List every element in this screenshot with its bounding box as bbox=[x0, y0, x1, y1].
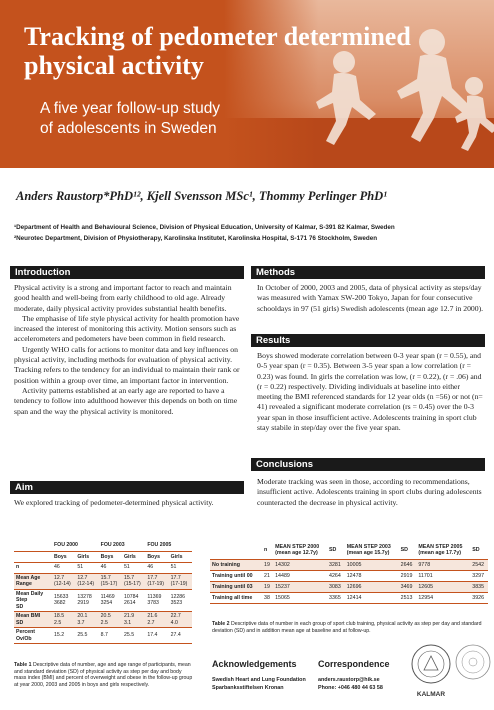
table-row-label: Training until 00 bbox=[210, 570, 262, 581]
intro-paragraph: Physical activity is a strong and important factor to reach and maintain good health and well-being from early childhood to old age. Already moderate, daily physical activity provides substantial health benefits. bbox=[14, 283, 232, 313]
ack-line: Swedish Heart and Lung Foundation bbox=[212, 677, 306, 683]
table-cell: 10784 2614 bbox=[122, 589, 145, 612]
table-row bbox=[210, 581, 488, 592]
introduction-heading: Introduction bbox=[10, 266, 244, 279]
table-column-header: SD bbox=[327, 541, 345, 559]
table-cell: 51 bbox=[169, 562, 192, 573]
table-2 bbox=[210, 541, 488, 604]
conclusions-paragraph: Moderate tracking was seen in those, according to recommendations, insufficient active. Adolescents training in sport clubs during adolescents counteracted the decrease in physical activity. bbox=[257, 477, 482, 507]
table-cell: 19 bbox=[262, 581, 273, 592]
table-row bbox=[14, 562, 192, 573]
table-row-label: Mean Daily Step SD bbox=[14, 589, 52, 612]
table-row-label: Training all time bbox=[210, 592, 262, 603]
table-column-header: MEAN STEP 2005 (mean age 17.7y) bbox=[416, 541, 470, 559]
results-text bbox=[257, 351, 485, 433]
table-cell: 25.5 bbox=[122, 628, 145, 644]
table-cell: 2919 bbox=[399, 570, 417, 581]
table-cell: 12.7 (12-14) bbox=[75, 573, 98, 589]
table-subheader: Boys bbox=[99, 551, 122, 562]
table-cell: 15.7 (15-17) bbox=[99, 573, 122, 589]
table-cell: 25.5 bbox=[75, 628, 98, 644]
table-cell: 3926 bbox=[470, 592, 488, 603]
table-column-header bbox=[210, 541, 262, 559]
table-cell: 46 bbox=[99, 562, 122, 573]
table-row bbox=[14, 628, 192, 644]
seal-label: KALMAR bbox=[416, 691, 446, 698]
results-paragraph: Boys showed moderate correlation between 0-3 year span (r = 0.55), and 0-5 year span (r = 0.35). Between 3-5 year span a low correlation (r = 0.23) was found. In girls the correlation was low, (r = 0.22), (r = .06) and (r = 0.22) respectively. Dividing individuals at baseline into either meeting the BMI referenced standards for 12 year olds (n =56) or not (n= 41) revealed a significant moderate correlation (rs = 0.45) over the 0-3 year span in those insufficient active. Adolescents training in sport club stay stabile in step/day over the five year span. bbox=[257, 351, 483, 433]
table-cell: 3365 bbox=[327, 592, 345, 603]
table-cell: 17.7 (17-19) bbox=[145, 573, 168, 589]
table-1-body bbox=[14, 562, 192, 644]
table-cell: 4264 bbox=[327, 570, 345, 581]
correspondence-text bbox=[318, 676, 383, 692]
table-column-header: SD bbox=[470, 541, 488, 559]
caption-text: Descriptive data of number, age and age range of participants, mean and standard deviation (SD) of physical activity as step per day and body mass index (BMI) and percent of overweight and obese in the follow-up group at year 2000, 2003 and 2005 in boys and girls respectively. bbox=[14, 662, 193, 688]
table-column-header: n bbox=[262, 541, 273, 559]
title-line-1: Tracking of pedometer determined bbox=[24, 22, 411, 51]
table-cell: 8.7 bbox=[99, 628, 122, 644]
correspondence-heading: Correspondence bbox=[318, 659, 390, 669]
table-cell: 12286 3523 bbox=[169, 589, 192, 612]
methods-heading: Methods bbox=[251, 266, 485, 279]
table-cell: 2513 bbox=[399, 592, 417, 603]
table-cell: 21.6 2.7 bbox=[145, 612, 168, 628]
table-cell: 51 bbox=[75, 562, 98, 573]
table-group-header: FOU 2005 bbox=[145, 540, 192, 551]
table-row-label: Percent Ov/Ob bbox=[14, 628, 52, 644]
table-cell: 15.2 bbox=[52, 628, 75, 644]
table-cell: 3297 bbox=[470, 570, 488, 581]
table-cell: 38 bbox=[262, 592, 273, 603]
introduction-text bbox=[14, 283, 240, 417]
table-cell: 21 bbox=[262, 570, 273, 581]
institute-seal-icon bbox=[454, 636, 492, 688]
table-column-header: MEAN STEP 2003 (mean age 15.7y) bbox=[345, 541, 399, 559]
table-cell: 11701 bbox=[416, 570, 470, 581]
table-row-label: Mean BMI SD bbox=[14, 612, 52, 628]
intro-paragraph: Activity patterns established at an early age are reported to have a tendency to follow into adulthood however this depends on both on time span and the way the physical activity is monitored. bbox=[14, 385, 238, 416]
table-cell: 15633 3682 bbox=[52, 589, 75, 612]
table-cell: 46 bbox=[52, 562, 75, 573]
caption-label: Table 2 bbox=[212, 621, 230, 627]
aim-heading: Aim bbox=[10, 481, 244, 494]
table-cell: 2646 bbox=[399, 559, 417, 570]
table-cell: 12.7 (12-14) bbox=[52, 573, 75, 589]
methods-text bbox=[257, 283, 485, 314]
acknowledgements-text bbox=[212, 676, 306, 692]
poster-title bbox=[24, 22, 494, 80]
table-row-label: No training bbox=[210, 559, 262, 570]
table-cell: 10005 bbox=[345, 559, 399, 570]
subtitle-line-2: of adolescents in Sweden bbox=[40, 120, 217, 137]
caption-text: Descriptive data of number in each group of sport club training, physical activity as step per day and standard deviation (SD) and in addition mean age at baseline and at follow-up. bbox=[212, 621, 482, 634]
conclusions-heading: Conclusions bbox=[251, 458, 485, 471]
table-row bbox=[14, 573, 192, 589]
table-cell: 20.1 3.7 bbox=[75, 612, 98, 628]
table-cell: 27.4 bbox=[169, 628, 192, 644]
table-cell: 19 bbox=[262, 559, 273, 570]
table-cell: 12605 bbox=[416, 581, 470, 592]
table-row bbox=[14, 612, 192, 628]
table-cell: 12478 bbox=[345, 570, 399, 581]
table-row bbox=[210, 559, 488, 570]
university-seal-icon bbox=[410, 640, 452, 702]
table-row bbox=[14, 589, 192, 612]
table-cell: 20.5 2.5 bbox=[99, 612, 122, 628]
table-cell: 14302 bbox=[273, 559, 327, 570]
affiliation-2: ²Neurotec Department, Division of Physiotherapy, Karolinska Institutet, Karolinska Hospital, S-171 76 Stockholm, Sweden bbox=[14, 235, 378, 242]
table-cell: 11369 3783 bbox=[145, 589, 168, 612]
table-column-header: MEAN STEP 2000 (mean age 12.7y) bbox=[273, 541, 327, 559]
intro-paragraph: The emphasise of life style physical activity for health promotion have increased the interest of monitoring this activity. Motion sensors such as accelerometers and pedometers have been common in field research. bbox=[14, 313, 240, 344]
methods-paragraph: In October of 2000, 2003 and 2005, data of physical activity as steps/day was measured with Yamax SW-200 Tokyo, Japan for four consecutive schooldays in 97 (51 girls) Swedish adolescents (mean age 12.7 in 2000). bbox=[257, 283, 484, 313]
table-cell: 17.7 (17-19) bbox=[169, 573, 192, 589]
table-cell: 3083 bbox=[327, 581, 345, 592]
table-row bbox=[14, 540, 192, 551]
intro-paragraph: Urgently WHO calls for actions to monitor data and key influences on physical activity, including methods for evaluation of physical activity. Tracking refers to the tendency for an individual to maintain their rank or position within a group over time, an important factor in intervention. bbox=[14, 344, 240, 385]
table-cell: 22.7 4.0 bbox=[169, 612, 192, 628]
table-column-header: SD bbox=[399, 541, 417, 559]
title-line-2: physical activity bbox=[24, 51, 204, 80]
table-cell: 3469 bbox=[399, 581, 417, 592]
table-row bbox=[210, 570, 488, 581]
table-cell: 14489 bbox=[273, 570, 327, 581]
table-cell: 12954 bbox=[416, 592, 470, 603]
aim-paragraph: We explored tracking of pedometer-determined physical activity. bbox=[14, 498, 214, 507]
affiliation-1: ¹Department of Health and Behavioural Science, Division of Physical Education, University of Kalmar, S-391 82 Kalmar, Sweden bbox=[14, 224, 395, 231]
table-group-header: FOU 2003 bbox=[99, 540, 146, 551]
table-1-caption bbox=[14, 662, 194, 688]
subtitle-line-1: A five year follow-up study bbox=[40, 100, 221, 117]
table-subheader: Girls bbox=[169, 551, 192, 562]
correspondence-phone: Phone: +046 480 44 63 58 bbox=[318, 685, 383, 691]
table-cell: 3835 bbox=[470, 581, 488, 592]
table-1 bbox=[14, 540, 192, 644]
table-subheader: Girls bbox=[75, 551, 98, 562]
conclusions-text bbox=[257, 477, 485, 508]
author-list: Anders Raustorp*PhD¹², Kjell Svensson MSc¹, Thommy Perlinger PhD¹ bbox=[16, 189, 387, 203]
correspondence-email: anders.raustorp@hik.se bbox=[318, 677, 380, 683]
table-cell: 51 bbox=[122, 562, 145, 573]
table-row bbox=[14, 551, 192, 562]
table-cell: 13278 2919 bbox=[75, 589, 98, 612]
caption-label: Table 1 bbox=[14, 662, 32, 668]
table-cell: 18.5 2.5 bbox=[52, 612, 75, 628]
table-cell: 17.4 bbox=[145, 628, 168, 644]
table-cell: 46 bbox=[145, 562, 168, 573]
results-heading: Results bbox=[251, 334, 485, 347]
table-cell: 15065 bbox=[273, 592, 327, 603]
acknowledgements-heading: Acknowledgements bbox=[212, 659, 297, 669]
table-cell: 15237 bbox=[273, 581, 327, 592]
ack-line: Sparbanksstiftelsen Kronan bbox=[212, 685, 284, 691]
table-cell: 11469 3254 bbox=[99, 589, 122, 612]
title-banner bbox=[0, 0, 494, 168]
table-row-label: Training until 03 bbox=[210, 581, 262, 592]
aim-text bbox=[14, 498, 240, 508]
table-cell: 21.9 3.1 bbox=[122, 612, 145, 628]
table-2-body bbox=[210, 559, 488, 603]
table-row-label: n bbox=[14, 562, 52, 573]
table-cell: 9778 bbox=[416, 559, 470, 570]
table-cell: 15.7 (15-17) bbox=[122, 573, 145, 589]
table-cell: 3281 bbox=[327, 559, 345, 570]
table-row bbox=[210, 541, 488, 559]
table-row-label: Mean Age Range bbox=[14, 573, 52, 589]
table-cell: 2542 bbox=[470, 559, 488, 570]
table-cell: 12414 bbox=[345, 592, 399, 603]
table-2-caption bbox=[212, 621, 486, 634]
table-subheader: Boys bbox=[52, 551, 75, 562]
table-cell: 12696 bbox=[345, 581, 399, 592]
table-row bbox=[210, 592, 488, 603]
table-group-header: FOU 2000 bbox=[52, 540, 99, 551]
table-subheader: Boys bbox=[145, 551, 168, 562]
poster-subtitle bbox=[40, 99, 340, 139]
table-subheader: Girls bbox=[122, 551, 145, 562]
